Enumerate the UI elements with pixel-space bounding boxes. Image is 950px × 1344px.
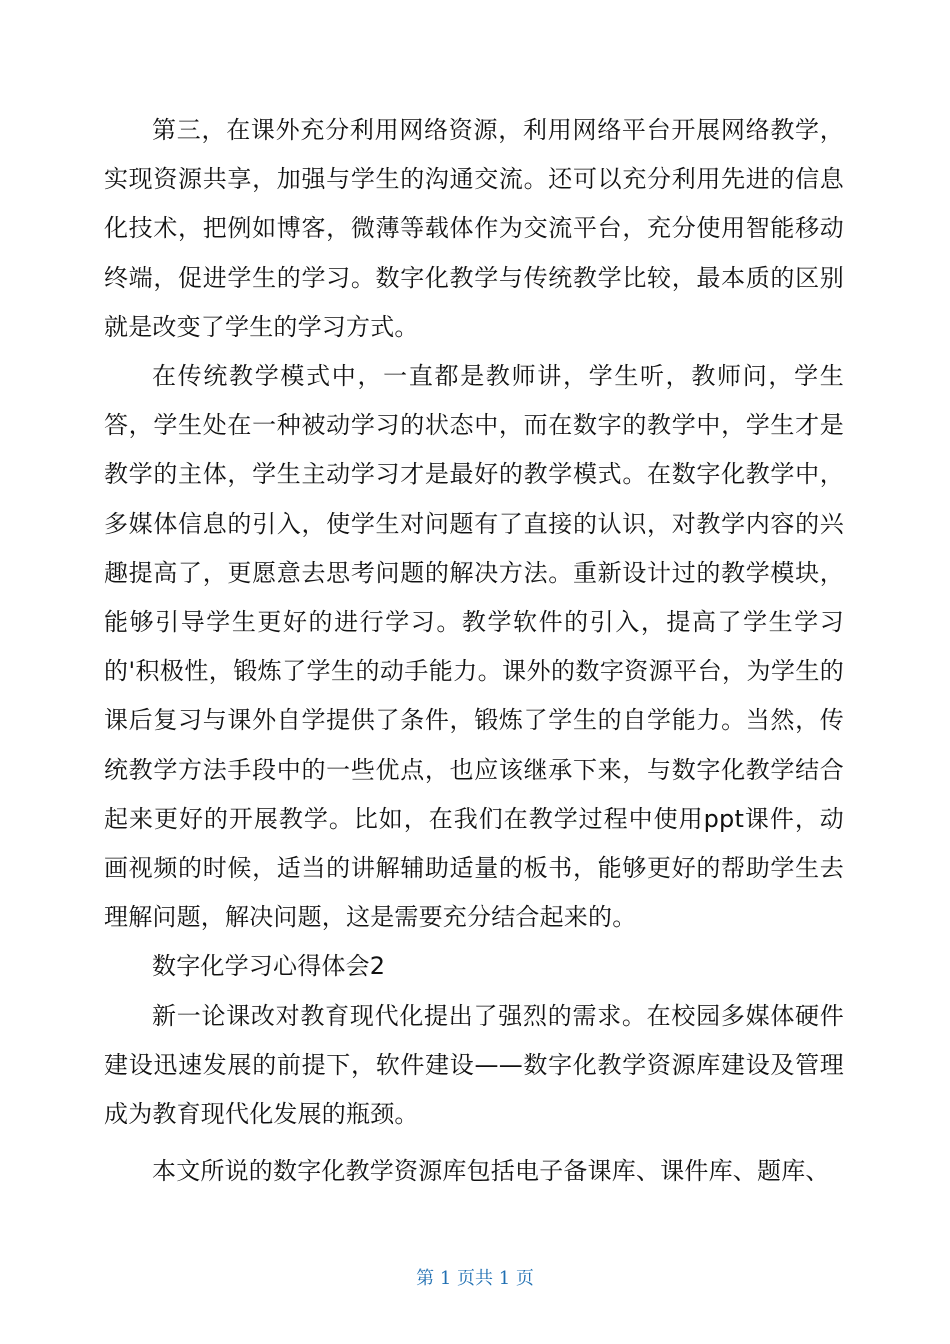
- document-body: [104, 106, 844, 1196]
- paragraph-third-point: 第三，在课外充分利用网络资源，利用网络平台开展网络教学，实现资源共享，加强与学生的沟通交流。还可以充分利用先进的信息化技术，把例如博客，微薄等载体作为交流平台，充分使用智能移动终端，促进学生的学习。数字化教学与传统教学比较，最本质的区别就是改变了学生的学习方式。: [104, 116, 844, 341]
- page-footer: 第 1 页共 1 页: [416, 1268, 534, 1289]
- paragraph-resource-library: 本文所说的数字化教学资源库包括电子备课库、课件库、题库、: [152, 1157, 830, 1186]
- section-heading: 数字化学习心得体会2: [152, 952, 386, 981]
- paragraph-traditional-vs-digital: 在传统教学模式中，一直都是教师讲，学生听，教师问，学生答，学生处在一种被动学习的状态中，而在数字的教学中，学生才是教学的主体，学生主动学习才是最好的教学模式。在数字化教学中，多媒体信息的引入，使学生对问题有了直接的认识，对教学内容的兴趣提高了，更愿意去思考问题的解决方法。重新设计过的教学模块，能够引导学生更好的进行学习。教学软件的引入，提高了学生学习的'积极性，锻炼了学生的动手能力。课外的数字资源平台，为学生的课后复习与课外自学提供了条件，锻炼了学生的自学能力。当然，传统教学方法手段中的一些优点，也应该继承下来，与数字化教学结合起来更好的开展教学。比如，在我们在教学过程中使用ppt课件，动画视频的时候，适当的讲解辅助适量的板书，能够更好的帮助学生去理解问题，解决问题，这是需要充分结合起来的。: [104, 362, 844, 932]
- paragraph-curriculum-reform: 新一论课改对教育现代化提出了强烈的需求。在校园多媒体硬件建设迅速发展的前提下，软件建设——数字化教学资源库建设及管理成为教育现代化发展的瓶颈。: [104, 1001, 844, 1129]
